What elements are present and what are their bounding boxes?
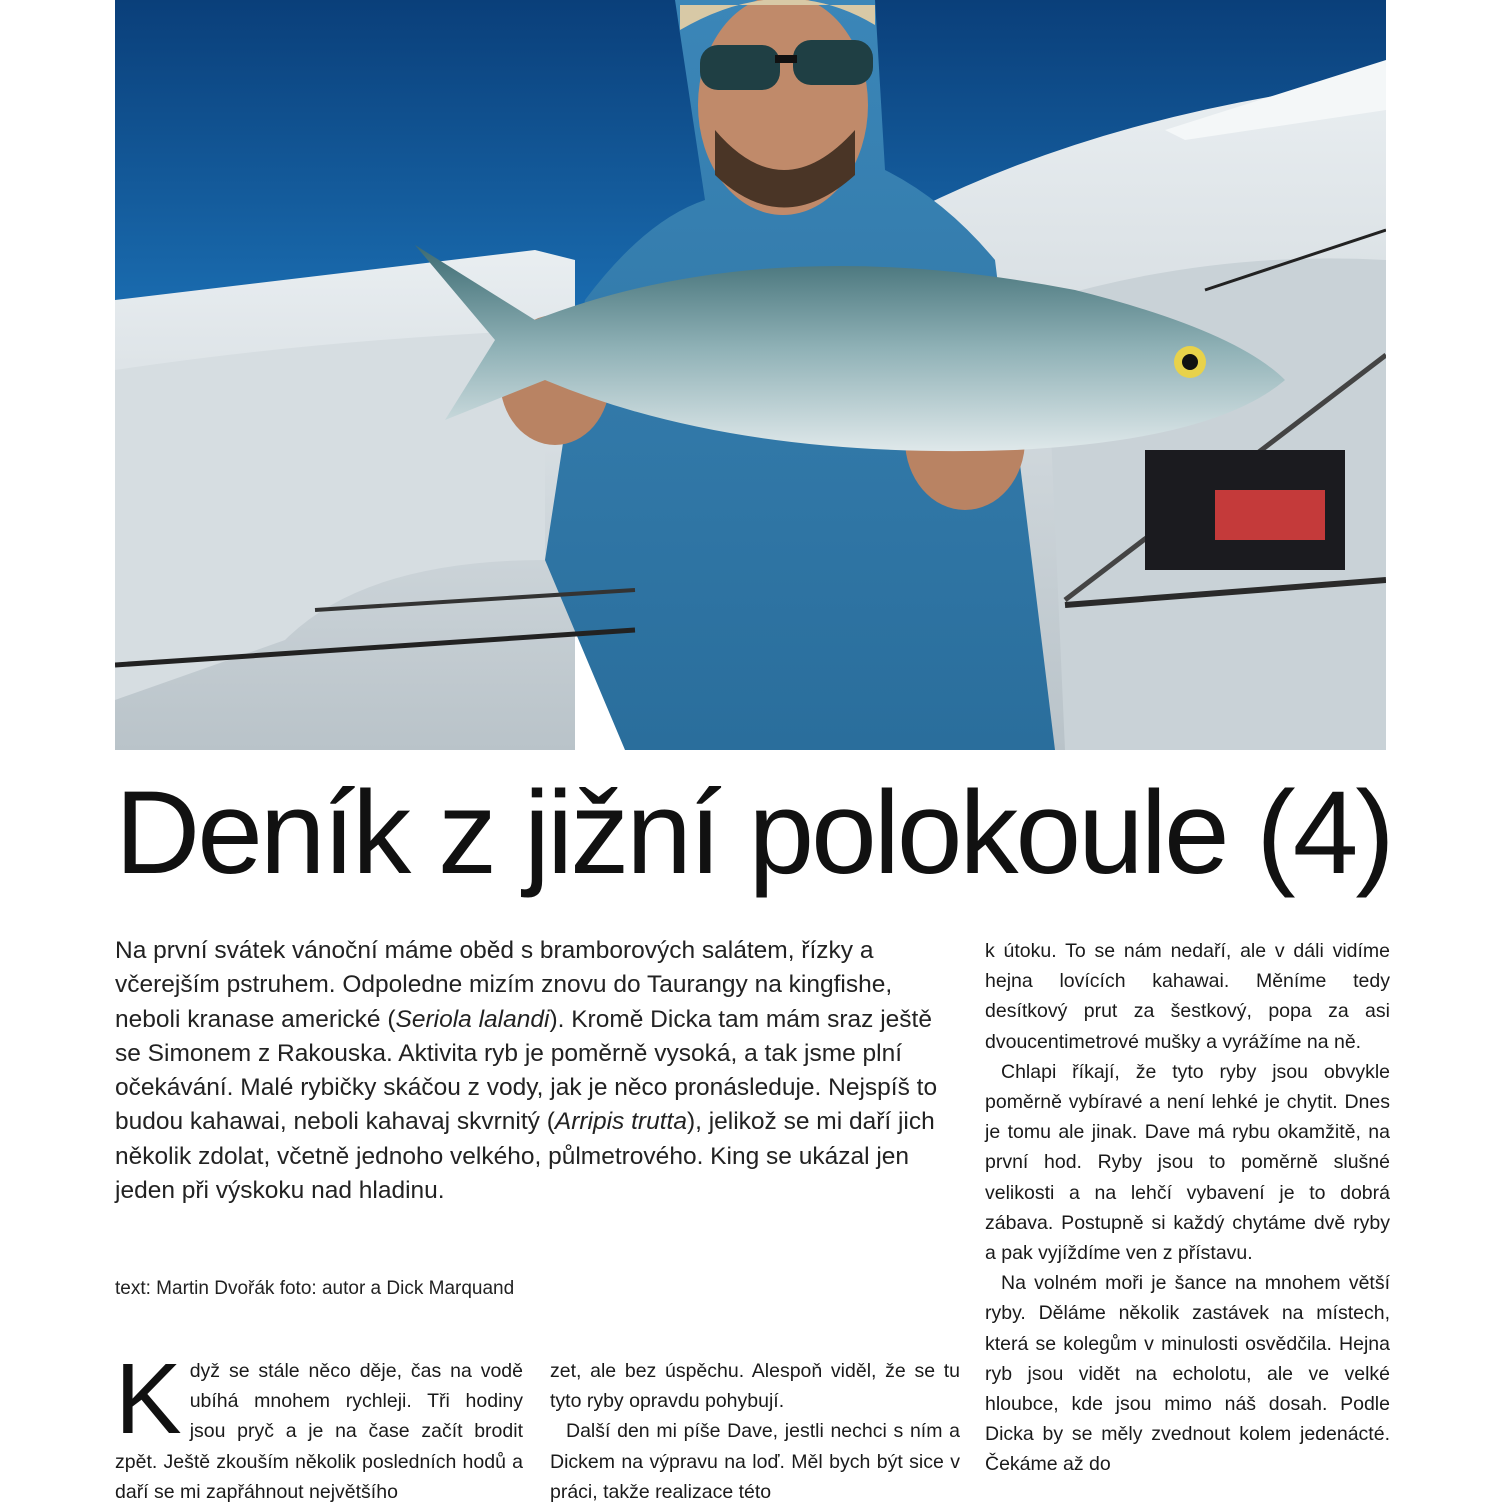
column-3-paragraph-2: Chlapi říkají, že tyto ryby jsou obvykle poměrně vybíravé a není lehké je chytit. Dnes je tomu ale jinak. Dave má rybu okamžitě, na první hod. Ryby jsou to poměrně slušné velikosti a na lehčí vybavení je to dobrá zábava. Postupně si každý chytáme dvě ryby a pak vyjíždíme ven z přístavu. (985, 1060, 1390, 1265)
column-2-paragraph-2: Další den mi píše Dave, jestli nechci s ním a Dickem na výpravu na loď. Měl bych být sice v práci, takže realizace této (550, 1420, 960, 1503)
lead-text-2: ). Kromě Dicka tam mám sraz ještě se Simonem z Rakouska. Aktivita ryb je poměrně vysoká, a tak jsme plní očekávání. Malé rybičky skáčou z vody, jak je něco pronásleduje. Nejspíš to budou kahawai, neboli kahavaj skvrnitý ( (115, 1005, 938, 1136)
lead-paragraph (115, 934, 945, 1208)
column-3-paragraph-3: Na volném moři je šance na mnohem větší ryby. Děláme několik zastávek na místech, která se kolegům v minulosti osvědčila. Hejna ryb jsou vidět na echolotu, ale ve velké hloubce, kde jsou mimo náš dosah. Podle Dicka by se měly zvednout kolem jedenácté. Čekáme až do (985, 1272, 1390, 1476)
hero-photo (115, 0, 1386, 750)
species-name-1: Seriola lalandi (395, 1005, 550, 1033)
byline: text: Martin Dvořák foto: autor a Dick Marquand (115, 1278, 515, 1299)
fisherman-photo-icon (115, 0, 1386, 750)
body-column-3 (985, 936, 1390, 1480)
species-name-2: Arripis trutta (554, 1108, 687, 1136)
body-column-2 (550, 1356, 960, 1507)
column-1-text: dyž se stále něco děje, čas na vodě ubíhá mnohem rychleji. Tři hodiny jsou pryč a je na čase začít brodit zpět. Ještě zkouším několik posledních hodů a daří se mi zapřáhnout největšího (115, 1360, 523, 1503)
drop-cap: K (115, 1343, 182, 1455)
column-3-paragraph-1: k útoku. To se nám nedaří, ale v dáli vidíme hejna lovících kahawai. Měníme tedy desítkový prut za šestkový, popa za asi dvoucentimetrové mušky a vyrážíme na ně. (985, 940, 1390, 1053)
body-column-1 (115, 1343, 523, 1507)
lead-text-3: ), jelikož se mi daří jich několik zdolat, včetně jednoho velkého, půlmetrového. King se ukázal jen jeden při výskoku nad hladinu. (115, 1108, 935, 1205)
lead-text-1: Na první svátek vánoční máme oběd s bramborových salátem, řízky a včerejším pstruhem. Odpoledne mizím znovu do Taurangy na kingfishe, neboli kranase americké ( (115, 937, 893, 1033)
column-2-paragraph-1: zet, ale bez úspěchu. Alespoň viděl, že se tu tyto ryby opravdu pohybují. (550, 1360, 960, 1413)
article-title: Deník z jižní polokoule (4) (115, 767, 1392, 899)
